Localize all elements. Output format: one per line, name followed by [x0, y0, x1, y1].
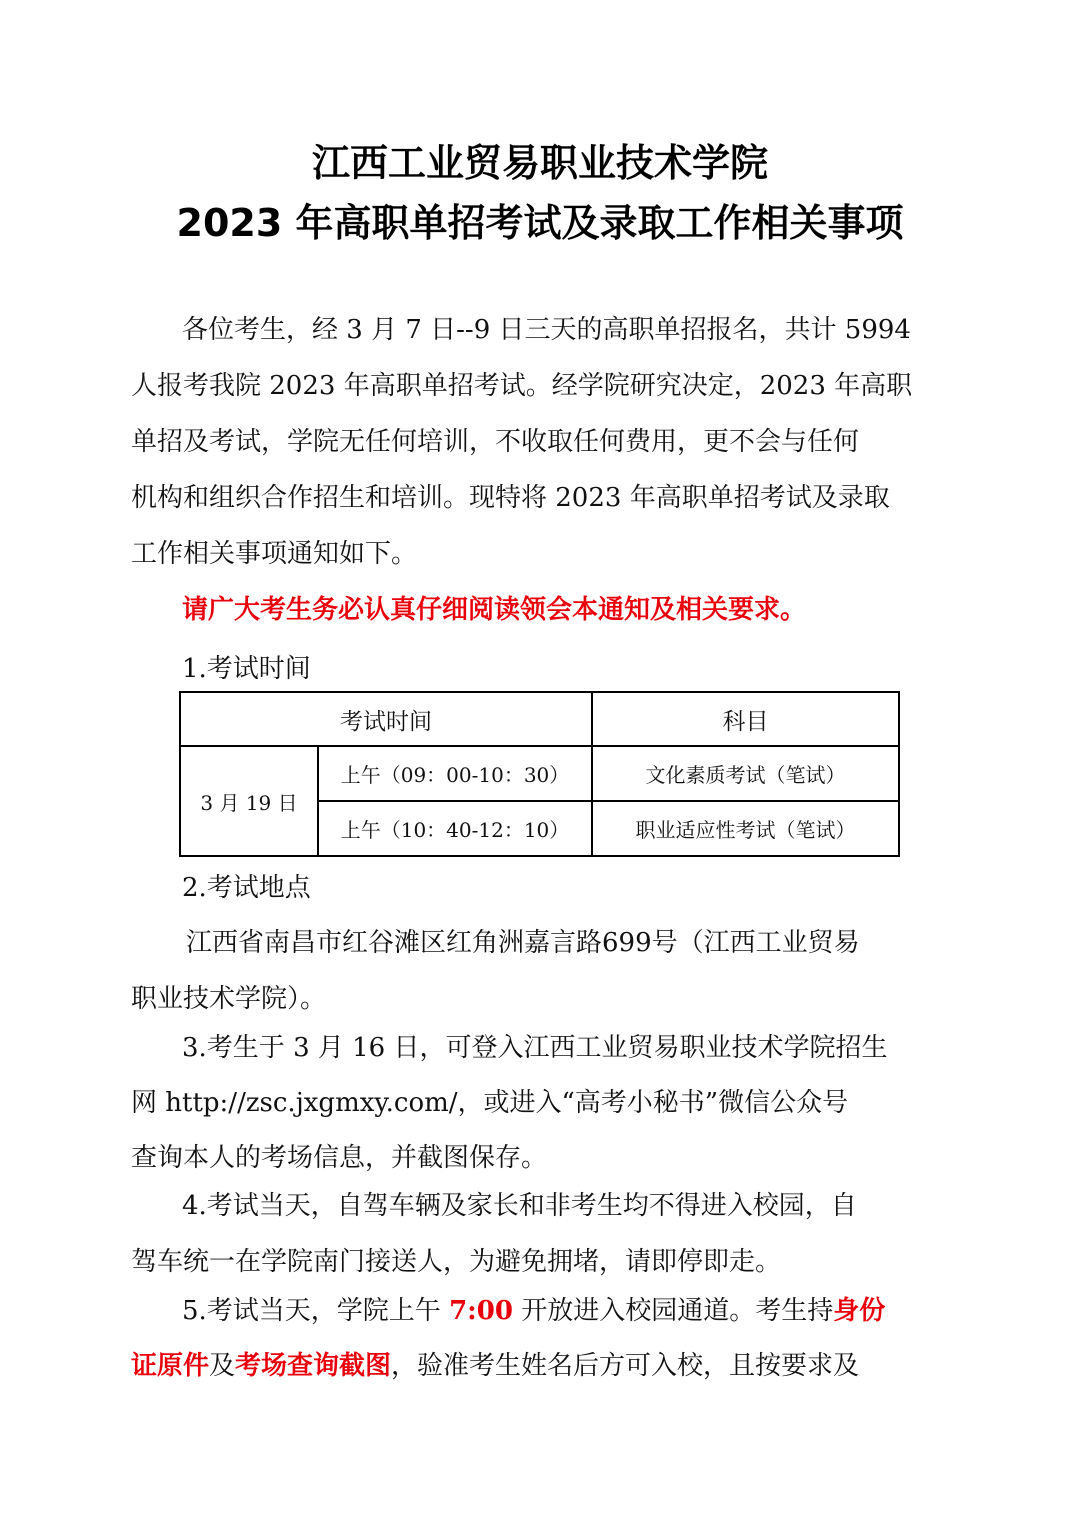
section1-heading: 1.考试时间: [182, 654, 311, 684]
section3-line-3: 查询本人的考场信息，并截图保存。: [131, 1143, 548, 1173]
table-header-time: 考试时间: [180, 692, 592, 746]
table-header-subject: 科目: [592, 692, 899, 746]
intro-line-1: 各位考生，经 3 月 7 日--9 日三天的高职单招报名，共计 5994: [182, 315, 911, 345]
section5-line-1: [182, 1294, 885, 1328]
table-time-cell: 上午（09：00-10：30）: [318, 746, 592, 801]
document-title-line1: 江西工业贸易职业技术学院: [311, 141, 768, 185]
exam-schedule-table: [179, 691, 900, 857]
section2-line-1: 江西省南昌市红谷滩区红角洲嘉言路699号（江西工业贸易: [186, 928, 860, 958]
section4-line-2: 驾车统一在学院南门接送人，为避免拥堵，请即停即走。: [131, 1247, 782, 1277]
intro-line-5: 工作相关事项通知如下。: [131, 539, 418, 569]
section5-text: 5.考试当天，学院上午: [182, 1296, 450, 1326]
section2-heading: 2.考试地点: [182, 873, 311, 903]
section2-line-2: 职业技术学院）。: [131, 984, 327, 1014]
table-subject-cell: 文化素质考试（笔试）: [592, 746, 899, 801]
table-date-cell: 3 月 19 日: [180, 746, 318, 856]
intro-line-3: 单招及考试，学院无任何培训，不收取任何费用，更不会与任何: [131, 427, 860, 457]
screenshot-highlight: 考场查询截图: [235, 1351, 392, 1381]
document-title-line2: 2023 年高职单招考试及录取工作相关事项: [176, 201, 904, 245]
intro-line-4: 机构和组织合作招生和培训。现特将 2023 年高职单招考试及录取: [131, 483, 890, 513]
red-notice: 请广大考生务必认真仔细阅读领会本通知及相关要求。: [182, 595, 807, 625]
open-time: 7:00: [449, 1296, 513, 1326]
id-card-highlight-cont: 证原件: [131, 1351, 210, 1381]
intro-line-2: 人报考我院 2023 年高职单招考试。经学院研究决定，2023 年高职: [131, 371, 913, 401]
id-card-highlight: 身份: [833, 1296, 886, 1326]
section5-text: 开放进入校园通道。考生持: [512, 1296, 834, 1326]
table-subject-cell: 职业适应性考试（笔试）: [592, 801, 899, 856]
section5-text: ，验准考生姓名后方可入校，且按要求及: [391, 1351, 860, 1381]
section4-line-1: 4.考试当天，自驾车辆及家长和非考生均不得进入校园，自: [182, 1191, 857, 1221]
section5-line-2: [131, 1349, 859, 1383]
section3-line-2: 网 http://zsc.jxgmxy.com/，或进入“高考小秘书”微信公众号: [131, 1088, 849, 1118]
section3-line-1: 3.考生于 3 月 16 日，可登入江西工业贸易职业技术学院招生: [182, 1033, 888, 1063]
section5-text: 及: [209, 1351, 236, 1381]
table-time-cell: 上午（10：40-12：10）: [318, 801, 592, 856]
